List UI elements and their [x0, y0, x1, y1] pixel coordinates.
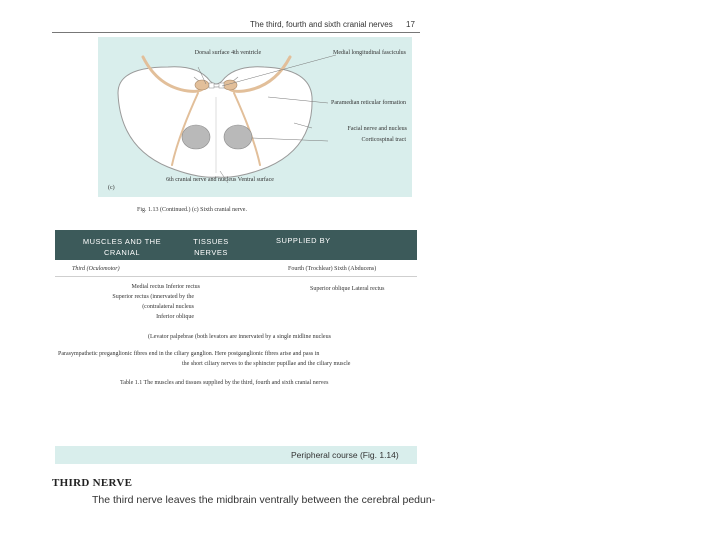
label-sixth-nerve: 6th cranial nerve and nucleus Ventral surface — [166, 177, 274, 183]
fourth-sixth-muscles: Superior oblique Lateral rectus — [310, 286, 385, 292]
figure-caption: Fig. 1.13 (Continued.) (c) Sixth cranial nerve. — [137, 207, 247, 213]
third-muscles-2: Superior rectus (innervated by the — [112, 294, 194, 300]
levator-note: (Levator palpebrae (both levators are innervated by a single midline nucleus — [148, 334, 331, 340]
table-header-col1: MUSCLES AND THE CRANIAL — [82, 237, 162, 257]
label-corticospinal: Corticospinal tract — [361, 137, 406, 143]
third-muscles-4: Inferior oblique — [156, 314, 194, 320]
table-caption: Table 1.1 The muscles and tissues supplied by the third, fourth and sixth cranial nerves — [120, 380, 329, 386]
third-nerve-label: Third (Oculomotor) — [72, 266, 120, 272]
label-dorsal-surface: Dorsal surface 4th ventricle — [194, 50, 262, 56]
table-header-col2: TISSUES NERVES — [193, 237, 229, 257]
header-rule — [52, 32, 420, 33]
third-muscles-3: (contralateral nucleus — [142, 304, 194, 310]
panel-letter: (c) — [108, 185, 115, 191]
running-title: The third, fourth and sixth cranial nerves — [250, 20, 393, 29]
page-number: 17 — [406, 20, 415, 29]
figure-panel — [98, 37, 412, 197]
brainstem-diagram — [98, 37, 412, 197]
parasympathetic-line-1: Parasympathetic preganglionic fibres end in the ciliary ganglion. Here postganglionic fibres arise and pass in — [58, 351, 320, 357]
label-mlf: Medial longitudinal fasciculus — [333, 50, 406, 56]
section-body: The third nerve leaves the midbrain ventrally between the cerebral pedun- — [92, 494, 436, 506]
label-pprf: Paramedian reticular formation — [331, 100, 406, 106]
section-heading: THIRD NERVE — [52, 477, 133, 489]
parasympathetic-line-2: the short ciliary nerves to the sphincter pupillae and the ciliary muscle — [182, 361, 351, 367]
label-facial: Facial nerve and nucleus — [347, 126, 407, 132]
table-header-col3: SUPPLIED BY — [276, 236, 331, 245]
fourth-sixth-label: Fourth (Trochlear) Sixth (Abducens) — [288, 266, 377, 272]
table-row-rule — [55, 276, 417, 277]
third-muscles-1: Medial rectus Inferior rectus — [131, 284, 200, 290]
peripheral-course-text: Peripheral course (Fig. 1.14) — [291, 450, 399, 460]
